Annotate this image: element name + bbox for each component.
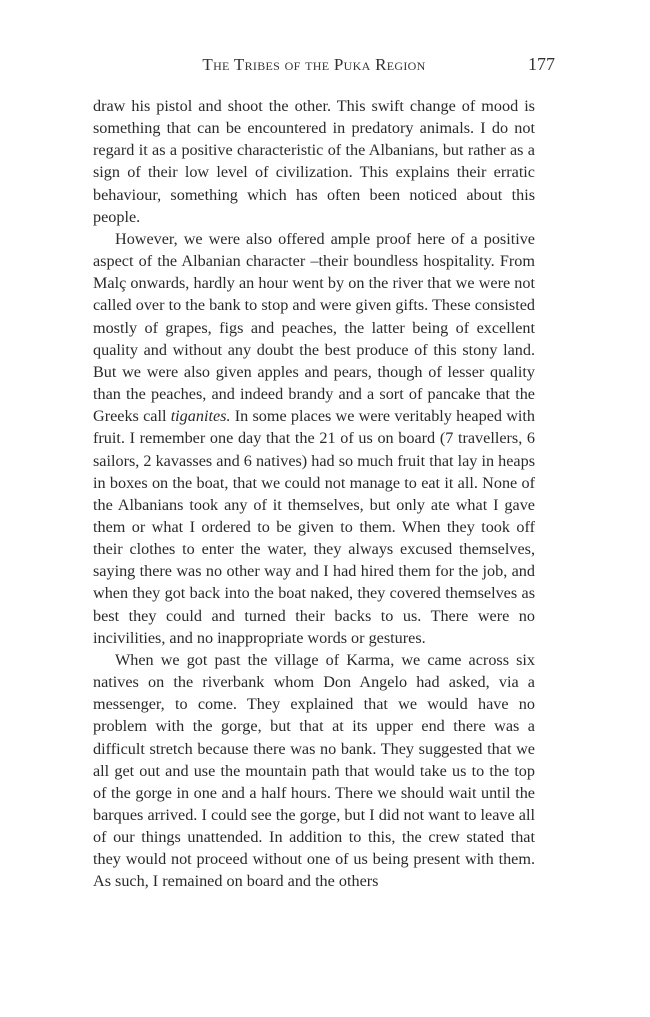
paragraph-2 xyxy=(93,228,535,649)
italic-term: tiganites. xyxy=(170,407,231,426)
paragraph-1: draw his pistol and shoot the other. This swift change of mood is something that can be encountered in predatory animals. I do not regard it as a positive characteristic of the Albanians, but rather as a sign of their low level of civilization. This explains their erratic behaviour, something which has often been noticed about this people. xyxy=(93,97,535,226)
paragraph-2-part-1: However, we were also offered ample proof here of a positive aspect of the Albanian character –their boundless hospitality. From Malç onwards, hardly an hour went by on the river that we were not called over to the bank to stop and were given gifts. These consisted mostly of grapes, figs and peaches, the latter being of excellent quality and without any doubt the best produce of this stony land. But we were also given apples and pears, though of lesser quality than the peaches, and indeed brandy and a sort of pancake that the Greeks call xyxy=(93,229,535,426)
running-head xyxy=(93,54,555,81)
paragraph-2-part-2: In some places we were veritably heaped with fruit. I remember one day that the 21 of us on board (7 travellers, 6 sailors, 2 kavasses and 6 natives) had so much fruit that lay in heaps in boxes on the boat, that we could not manage to eat it all. None of the Albanians took any of it themselves, but only ate what I gave them or what I ordered to be given to them. When they took off their clothes to enter the water, they always excused themselves, saying there was no other way and I had hired them for the job, and when they got back into the boat naked, they covered themselves as best they could and turned their backs to us. There were no incivilities, and no inappropriate words or gestures. xyxy=(93,407,535,647)
body-text xyxy=(93,95,535,893)
paragraph-3: When we got past the village of Karma, we came across six natives on the riverbank whom Don Angelo had asked, via a messenger, to come. They explained that we would have no problem with the gorge, but that at its upper end there was a difficult stretch because there was no bank. They suggested that we all get out and use the mountain path that would take us to the top of the gorge in one and a half hours. There we should wait until the barques arrived. I could see the gorge, but I did not want to leave all of our things unattended. In addition to this, the crew stated that they would not proceed without one of us being present with them. As such, I remained on board and the others xyxy=(93,650,535,891)
page-number: 177 xyxy=(528,54,555,74)
running-title: The Tribes of the Puka Region xyxy=(202,55,426,74)
